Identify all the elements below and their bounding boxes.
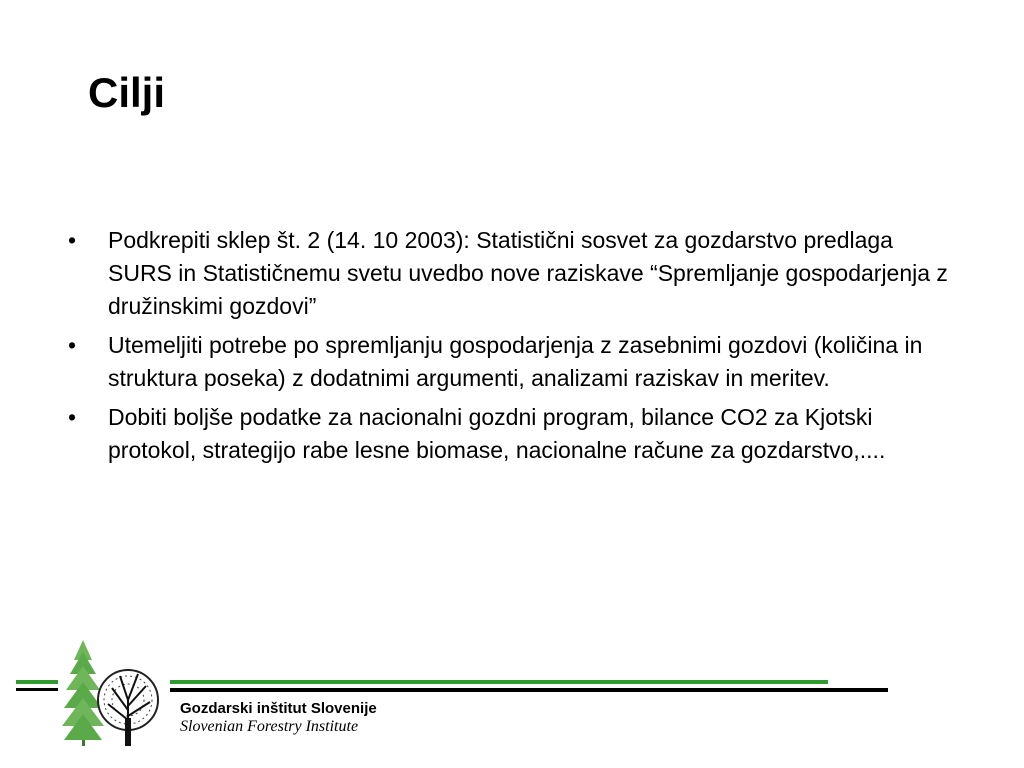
bullet-text: Utemeljiti potrebe po spremljanju gospodarjenja z zasebnimi gozdovi (količina in struktura poseka) z dodatnimi argumenti, analizami raziskav in meritev. [108, 332, 923, 391]
deciduous-tree-icon [98, 670, 158, 746]
slide-title: Cilji [88, 69, 166, 116]
bullet-item-1 [68, 224, 948, 323]
footer-rule-black-left [16, 688, 58, 691]
bullet-marker: • [68, 227, 77, 253]
footer-graphic [0, 630, 1024, 768]
bullet-item-3 [68, 401, 948, 467]
bullet-text: Podkrepiti sklep št. 2 (14. 10 2003): Statistični sosvet za gozdarstvo predlaga SURS in Statističnemu svetu uvedbo nove raziskave “Spremljanje gospodarjenja z družinskimi gozdovi” [108, 227, 948, 319]
bullet-list [68, 224, 948, 473]
conifer-tree-icon [62, 640, 104, 746]
institute-name: Gozdarski inštitut Slovenije [180, 700, 377, 717]
bullet-marker: • [68, 404, 77, 430]
footer-rule-black [170, 688, 888, 692]
bullet-marker: • [68, 332, 77, 358]
institute-name-english: Slovenian Forestry Institute [180, 718, 359, 735]
bullet-item-2 [68, 329, 948, 395]
footer-rule-green-left [16, 680, 58, 684]
footer-rule-green [170, 680, 828, 684]
footer [0, 630, 1024, 768]
bullet-text: Dobiti boljše podatke za nacionalni gozdni program, bilance CO2 za Kjotski protokol, strategijo rabe lesne biomase, nacionalne račune za gozdarstvo,.... [108, 404, 886, 463]
